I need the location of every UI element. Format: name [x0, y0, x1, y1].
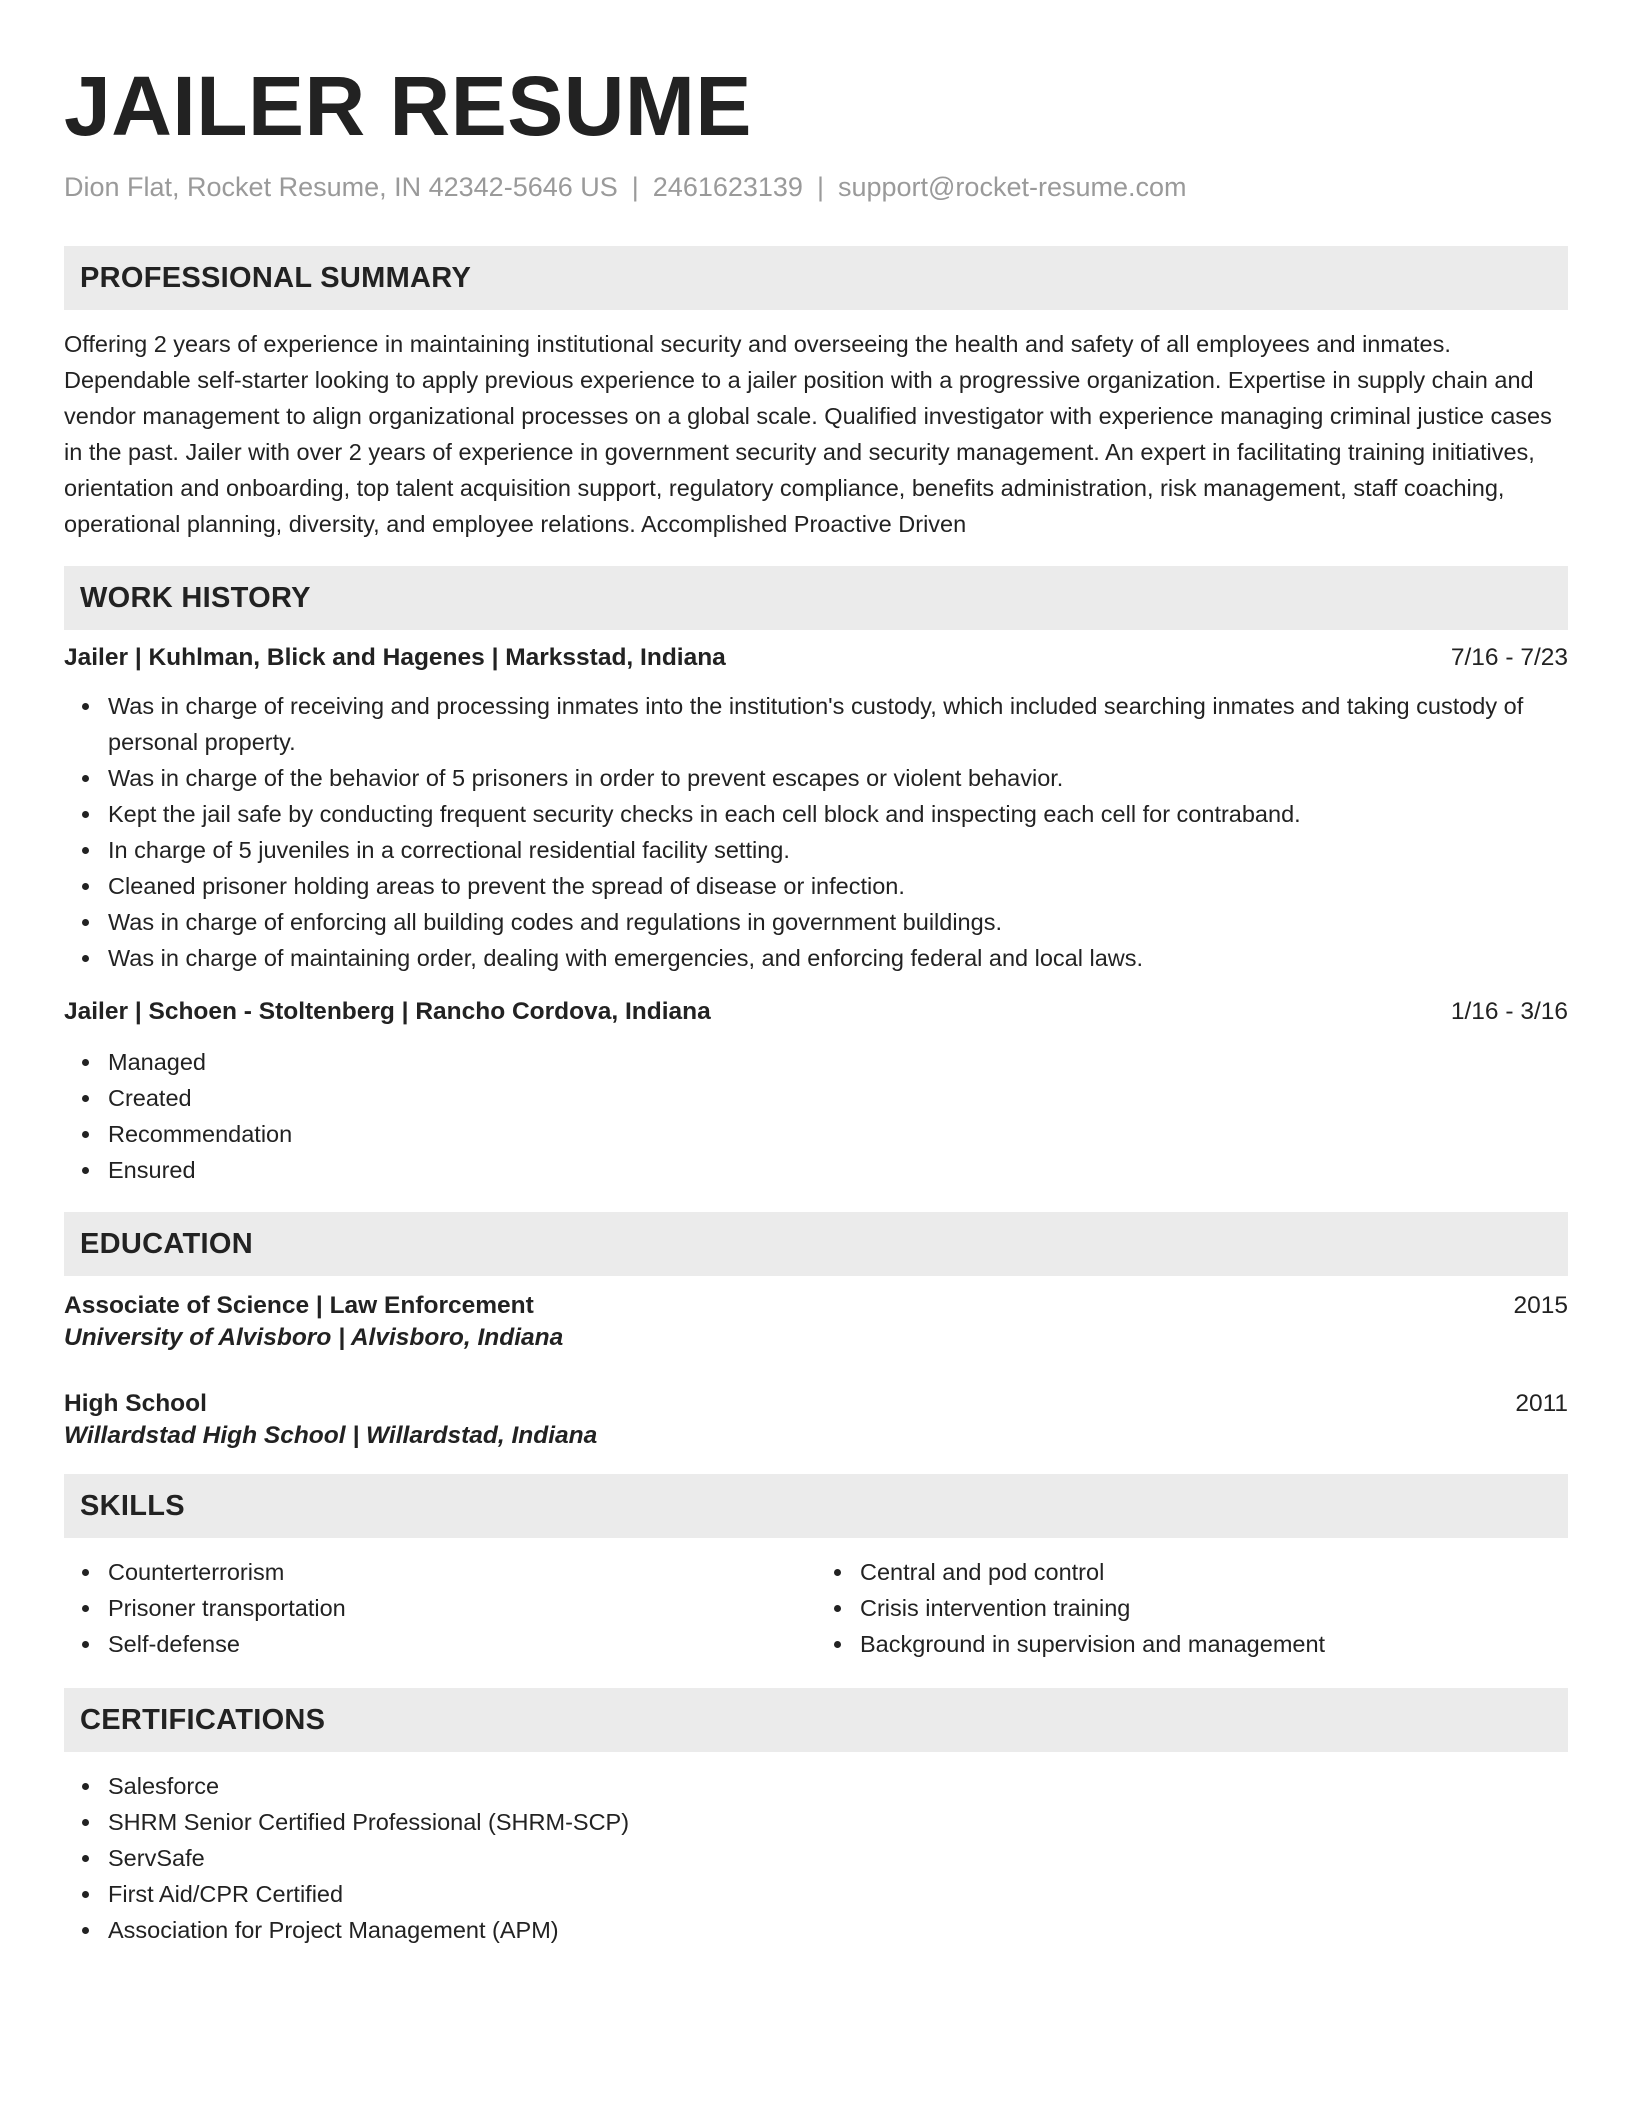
- job-header: [64, 998, 1568, 1026]
- contact-line: [64, 170, 1568, 204]
- education-entry: [64, 1390, 1568, 1450]
- job-title: Jailer | Schoen - Stoltenberg | Rancho Cordova, Indiana: [64, 998, 711, 1025]
- list-item: Created: [108, 1080, 1568, 1116]
- contact-separator: |: [631, 172, 639, 202]
- list-item: Cleaned prisoner holding areas to prevent the spread of disease or infection.: [108, 868, 1568, 904]
- contact-address: Dion Flat, Rocket Resume, IN 42342-5646 US: [64, 172, 618, 202]
- certifications-list: [64, 1768, 1568, 1948]
- education-degree: Associate of Science | Law Enforcement: [64, 1292, 534, 1319]
- list-item: SHRM Senior Certified Professional (SHRM-SCP): [108, 1804, 1568, 1840]
- list-item: Ensured: [108, 1152, 1568, 1188]
- list-item: Was in charge of receiving and processing inmates into the institution's custody, which included searching inmates and taking custody of personal property.: [108, 688, 1568, 760]
- list-item: Was in charge of enforcing all building codes and regulations in government buildings.: [108, 904, 1568, 940]
- list-item: Crisis intervention training: [860, 1590, 1568, 1626]
- education-year: 2015: [1513, 1292, 1568, 1319]
- list-item: First Aid/CPR Certified: [108, 1876, 1568, 1912]
- education-header: [64, 1292, 1568, 1320]
- section-header-work-history: WORK HISTORY: [64, 566, 1568, 630]
- list-item: Salesforce: [108, 1768, 1568, 1804]
- education-school: University of Alvisboro | Alvisboro, Indiana: [64, 1324, 564, 1351]
- contact-phone: 2461623139: [652, 172, 803, 202]
- section-header-certifications: CERTIFICATIONS: [64, 1688, 1568, 1752]
- education-school: Willardstad High School | Willardstad, Indiana: [64, 1422, 598, 1449]
- list-item: Prisoner transportation: [108, 1590, 816, 1626]
- section-header-education: EDUCATION: [64, 1212, 1568, 1276]
- list-item: Background in supervision and management: [860, 1626, 1568, 1662]
- list-item: Kept the jail safe by conducting frequent security checks in each cell block and inspecting each cell for contraband.: [108, 796, 1568, 832]
- list-item: Was in charge of the behavior of 5 prisoners in order to prevent escapes or violent behavior.: [108, 760, 1568, 796]
- job-header: [64, 644, 1568, 672]
- list-item: Managed: [108, 1044, 1568, 1080]
- list-item: Self-defense: [108, 1626, 816, 1662]
- job-bullets: [64, 688, 1568, 976]
- resume-title: JAILER RESUME: [64, 59, 752, 153]
- skills-column-left: [64, 1554, 816, 1662]
- job-bullets: [64, 1044, 1568, 1188]
- education-header: [64, 1390, 1568, 1418]
- education-degree: High School: [64, 1390, 207, 1417]
- job-entry: [64, 998, 1568, 1188]
- job-title: Jailer | Kuhlman, Blick and Hagenes | Marksstad, Indiana: [64, 644, 726, 671]
- section-header-summary: PROFESSIONAL SUMMARY: [64, 246, 1568, 310]
- job-entry: [64, 644, 1568, 976]
- contact-separator: |: [816, 172, 824, 202]
- education-entry: [64, 1292, 1568, 1352]
- list-item: Recommendation: [108, 1116, 1568, 1152]
- education-year: 2011: [1515, 1390, 1568, 1417]
- summary-text: Offering 2 years of experience in maintaining institutional security and overseeing the health and safety of all employees and inmates. Dependable self-starter looking to apply previous experience to a jailer position with a progressive organization. Expertise in supply chain and vendor management to align organizational processes on a global scale. Qualified investigator with experience managing criminal justice cases in the past. Jailer with over 2 years of experience in government security and security management. An expert in facilitating training initiatives, orientation and onboarding, top talent acquisition support, regulatory compliance, benefits administration, risk management, staff coaching, operational planning, diversity, and employee relations. Accomplished Proactive Driven: [64, 331, 1552, 537]
- list-item: Counterterrorism: [108, 1554, 816, 1590]
- list-item: In charge of 5 juveniles in a correctional residential facility setting.: [108, 832, 1568, 868]
- skills-column-right: [816, 1554, 1568, 1662]
- skills-grid: [64, 1554, 1568, 1662]
- section-header-skills: SKILLS: [64, 1474, 1568, 1538]
- list-item: Was in charge of maintaining order, dealing with emergencies, and enforcing federal and local laws.: [108, 940, 1568, 976]
- contact-email: support@rocket-resume.com: [837, 172, 1187, 202]
- list-item: Association for Project Management (APM): [108, 1912, 1568, 1948]
- list-item: Central and pod control: [860, 1554, 1568, 1590]
- job-dates: 7/16 - 7/23: [1450, 644, 1568, 671]
- list-item: ServSafe: [108, 1840, 1568, 1876]
- job-dates: 1/16 - 3/16: [1450, 998, 1568, 1025]
